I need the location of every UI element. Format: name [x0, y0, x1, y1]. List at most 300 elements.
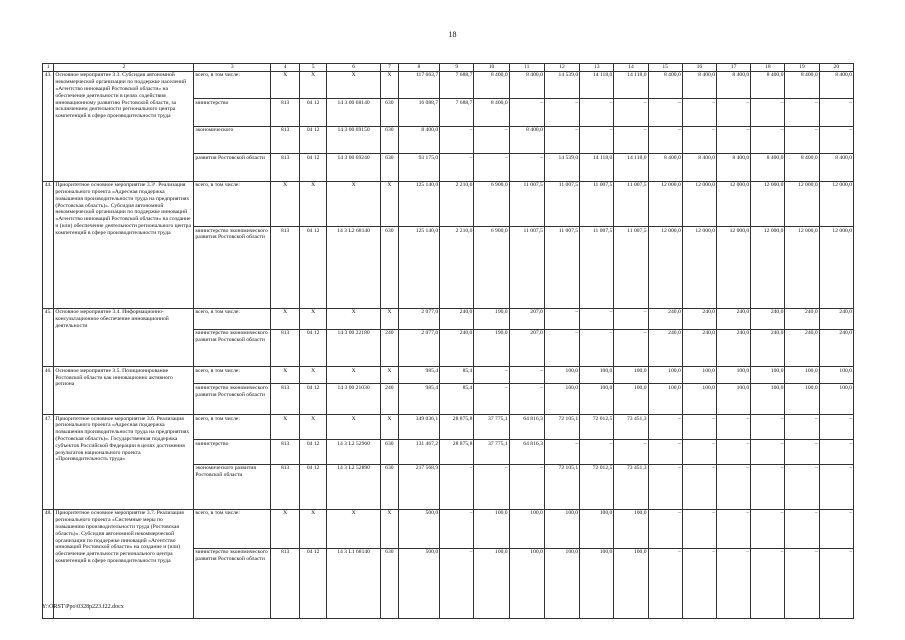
amount-cell: –	[440, 509, 474, 548]
amount-cell: –	[785, 415, 819, 440]
amount-cell: 12 000,0	[751, 227, 785, 308]
amount-cell: –	[440, 548, 474, 618]
amount-cell: 11 007,5	[580, 181, 614, 226]
budget-code-cell: 813	[271, 99, 300, 126]
amount-cell: –	[580, 99, 614, 126]
amount-cell: –	[819, 465, 853, 510]
column-header: 15	[648, 64, 682, 72]
amount-cell: 28 875,8	[440, 440, 474, 465]
amount-cell: –	[544, 329, 579, 367]
column-header: 20	[819, 64, 853, 72]
amount-cell: 240,0	[751, 329, 785, 367]
measure-number: 45.	[43, 308, 54, 367]
amount-cell: 2 210,0	[440, 181, 474, 226]
budget-code-cell: 813	[271, 227, 300, 308]
budget-code-cell: Х	[271, 509, 300, 548]
amount-cell: –	[682, 548, 716, 618]
amount-cell: 131 467,2	[398, 440, 439, 465]
amount-cell: 11 007,5	[614, 227, 648, 308]
amount-cell: 2 210,0	[440, 227, 474, 308]
amount-cell: 11 007,5	[544, 181, 579, 226]
amount-cell: 100,0	[751, 384, 785, 415]
measure-number: 48.	[43, 509, 54, 618]
amount-cell: –	[785, 465, 819, 510]
amount-cell: –	[509, 367, 544, 384]
amount-cell: –	[785, 99, 819, 126]
amount-cell: –	[785, 440, 819, 465]
column-header: 11	[509, 64, 544, 72]
budget-code-cell: 813	[271, 384, 300, 415]
amount-cell: –	[819, 509, 853, 548]
budget-code-cell: 14 3 00 69240	[327, 154, 381, 181]
amount-cell: –	[751, 465, 785, 510]
amount-cell: –	[544, 126, 579, 153]
responsible-executor: министерство	[194, 440, 271, 465]
amount-cell: –	[716, 440, 750, 465]
amount-cell: –	[819, 126, 853, 153]
amount-cell: –	[819, 99, 853, 126]
budget-code-cell: Х	[381, 367, 399, 384]
column-header: 18	[751, 64, 785, 72]
amount-cell: –	[716, 126, 750, 153]
amount-cell: 8 400,0	[648, 72, 682, 99]
amount-cell: –	[614, 440, 648, 465]
responsible-executor: всего, в том числе:	[194, 181, 271, 226]
budget-code-cell: 813	[271, 440, 300, 465]
amount-cell: –	[648, 509, 682, 548]
budget-code-cell: 630	[381, 154, 399, 181]
amount-cell: 100,0	[614, 509, 648, 548]
budget-code-cell: 813	[271, 154, 300, 181]
column-header: 5	[300, 64, 327, 72]
amount-cell: –	[440, 154, 474, 181]
measure-description: Основное мероприятие 3.5. Позиционирование Ростовской области как инновационно активного региона	[54, 367, 194, 415]
budget-code-cell: Х	[300, 367, 327, 384]
amount-cell: 100,0	[819, 384, 853, 415]
amount-cell: –	[614, 308, 648, 329]
measure-number: 46.	[43, 367, 54, 415]
column-header: 2	[54, 64, 194, 72]
table-row	[43, 367, 854, 384]
budget-code-cell: 14 3 L2 52960	[327, 440, 381, 465]
amount-cell: –	[751, 99, 785, 126]
amount-cell: 217 568,9	[398, 465, 439, 510]
amount-cell: 100,0	[648, 384, 682, 415]
amount-cell: 16 088,7	[398, 99, 439, 126]
amount-cell: –	[751, 509, 785, 548]
column-header: 16	[682, 64, 716, 72]
amount-cell: 100,0	[751, 367, 785, 384]
amount-cell: 8 400,0	[474, 99, 509, 126]
amount-cell: –	[474, 367, 509, 384]
responsible-executor: экономического	[194, 126, 271, 153]
amount-cell: 14 118,0	[614, 154, 648, 181]
column-header: 8	[398, 64, 439, 72]
column-header: 12	[544, 64, 579, 72]
amount-cell: –	[614, 126, 648, 153]
amount-cell: –	[785, 509, 819, 548]
amount-cell: 14 539,0	[544, 72, 579, 99]
measure-description: Приоритетное основное мероприятие 3.7. Реализация регионального проекта «Системные меры по повышению производительности труда (Ростовская область)». Субсидия автономной некоммерческой организации по поддержке инноваций «Агентство инноваций Ростовской области» на создание и (или) обеспечение деятельности регионального центра компетенций в сфере производительности труда	[54, 509, 194, 618]
amount-cell: 8 400,0	[509, 126, 544, 153]
amount-cell: –	[751, 548, 785, 618]
amount-cell: 240,0	[648, 308, 682, 329]
measure-description: Приоритетное основное мероприятие 3.3¹. Реализация регионального проекта «Адресная поддержка повышения производительности труда на предприятиях (Ростовская область)». Субсидия автономной некоммерческой организации по поддержке инноваций «Агентство инноваций Ростовской области» на создание и (или) обеспечение деятельности регионального центра компетенций в сфере производительности труда	[54, 181, 194, 308]
amount-cell: 14 118,0	[614, 72, 648, 99]
budget-code-cell: Х	[271, 72, 300, 99]
amount-cell: 100,0	[614, 367, 648, 384]
amount-cell: 100,0	[682, 367, 716, 384]
budget-code-cell: Х	[300, 308, 327, 329]
amount-cell: 100,0	[785, 367, 819, 384]
amount-cell: 64 816,3	[509, 415, 544, 440]
amount-cell: –	[751, 415, 785, 440]
table-row	[43, 509, 854, 548]
amount-cell: –	[648, 440, 682, 465]
amount-cell: 28 875,8	[440, 415, 474, 440]
amount-cell: –	[648, 99, 682, 126]
amount-cell: 240,0	[785, 308, 819, 329]
amount-cell: 11 007,5	[580, 227, 614, 308]
amount-cell: 8 400,0	[682, 72, 716, 99]
responsible-executor: министерство экономического развития Ростовской области	[194, 227, 271, 308]
column-header: 19	[785, 64, 819, 72]
budget-code-cell: Х	[271, 308, 300, 329]
amount-cell: 117 663,7	[398, 72, 439, 99]
responsible-executor: министерство	[194, 99, 271, 126]
amount-cell: 85,4	[440, 384, 474, 415]
amount-cell: 8 400,0	[819, 154, 853, 181]
budget-code-cell: 14 3 00 68140	[327, 99, 381, 126]
amount-cell: –	[682, 99, 716, 126]
amount-cell: 8 400,0	[648, 154, 682, 181]
amount-cell: –	[474, 465, 509, 510]
amount-cell: –	[614, 99, 648, 126]
budget-code-cell: 14 3 00 69150	[327, 126, 381, 153]
amount-cell: 190,0	[474, 329, 509, 367]
amount-cell: –	[682, 126, 716, 153]
amount-cell: –	[509, 154, 544, 181]
budget-code-cell: 04 12	[300, 548, 327, 618]
budget-code-cell: Х	[327, 72, 381, 99]
amount-cell: 240,0	[716, 308, 750, 329]
amount-cell: 8 400,0	[716, 72, 750, 99]
amount-cell: 12 000,0	[785, 181, 819, 226]
amount-cell: 100,0	[544, 384, 579, 415]
budget-code-cell: Х	[271, 181, 300, 226]
table-row	[43, 72, 854, 99]
column-header: 10	[474, 64, 509, 72]
measure-description: Приоритетное основное мероприятие 3.6. Реализация регионального проекта «Адресная поддержка повышения производительности труда на предприятиях (Ростовская область)». Государственная поддержка субъектов Российской Федерации в целях достижения результатов национального проекта «Производительность труда»	[54, 415, 194, 510]
amount-cell: –	[509, 384, 544, 415]
amount-cell: 11 007,5	[509, 227, 544, 308]
amount-cell: –	[682, 465, 716, 510]
amount-cell: 72 012,5	[580, 465, 614, 510]
amount-cell: 37 775,1	[474, 415, 509, 440]
amount-cell: 12 000,0	[819, 227, 853, 308]
header-row	[43, 64, 854, 72]
amount-cell: 6 900,0	[474, 181, 509, 226]
amount-cell: 100,0	[474, 509, 509, 548]
budget-code-cell: 14 3 L1 68140	[327, 548, 381, 618]
amount-cell: –	[716, 548, 750, 618]
budget-code-cell: 04 12	[300, 384, 327, 415]
amount-cell: 11 007,5	[509, 181, 544, 226]
budget-code-cell: 630	[381, 227, 399, 308]
column-header: 6	[327, 64, 381, 72]
budget-code-cell: Х	[300, 415, 327, 440]
budget-code-cell: 240	[381, 329, 399, 367]
amount-cell: 8 400,0	[785, 72, 819, 99]
amount-cell: 100,0	[614, 548, 648, 618]
budget-code-cell: 813	[271, 548, 300, 618]
budget-code-cell: Х	[327, 509, 381, 548]
budget-code-cell: Х	[381, 509, 399, 548]
budget-code-cell: 04 12	[300, 227, 327, 308]
amount-cell: 985,4	[398, 367, 439, 384]
budget-code-cell: 630	[381, 126, 399, 153]
budget-code-cell: 813	[271, 126, 300, 153]
table-row	[43, 415, 854, 440]
table-row	[43, 181, 854, 226]
responsible-executor: всего, в том числе:	[194, 72, 271, 99]
amount-cell: 100,0	[682, 384, 716, 415]
amount-cell: 14 118,0	[580, 72, 614, 99]
amount-cell: 11 007,5	[544, 227, 579, 308]
budget-code-cell: 04 12	[300, 99, 327, 126]
amount-cell: 240,0	[819, 329, 853, 367]
column-header: 4	[271, 64, 300, 72]
amount-cell: 240,0	[440, 308, 474, 329]
amount-cell: 8 400,0	[474, 72, 509, 99]
amount-cell: –	[580, 440, 614, 465]
amount-cell: –	[716, 415, 750, 440]
amount-cell: –	[544, 308, 579, 329]
amount-cell: –	[682, 415, 716, 440]
amount-cell: 8 400,0	[398, 126, 439, 153]
amount-cell: –	[474, 384, 509, 415]
column-header: 14	[614, 64, 648, 72]
amount-cell: 240,0	[716, 329, 750, 367]
measure-description: Основное мероприятие 3.3. Субсидия автономной некоммерческой организации по поддержке населений «Агентство инноваций Ростовской области» на обеспечение деятельности в целях содействия инновационному развитию Ростовской области, за исключением деятельности регионального центра компетенций в сфере производительности труда	[54, 72, 194, 182]
amount-cell: –	[509, 465, 544, 510]
amount-cell: 37 775,1	[474, 440, 509, 465]
amount-cell: –	[716, 509, 750, 548]
responsible-executor: всего, в том числе:	[194, 367, 271, 384]
amount-cell: 72 105,1	[544, 465, 579, 510]
amount-cell: 7 688,7	[440, 99, 474, 126]
budget-code-cell: 630	[381, 99, 399, 126]
amount-cell: 93 175,0	[398, 154, 439, 181]
amount-cell: 100,0	[544, 367, 579, 384]
amount-cell: –	[648, 126, 682, 153]
amount-cell: –	[819, 415, 853, 440]
amount-cell: –	[716, 465, 750, 510]
amount-cell: –	[682, 440, 716, 465]
amount-cell: –	[580, 329, 614, 367]
amount-cell: 8 400,0	[819, 72, 853, 99]
measure-number: 44.	[43, 181, 54, 308]
column-header: 7	[381, 64, 399, 72]
amount-cell: –	[544, 99, 579, 126]
budget-code-cell: Х	[271, 415, 300, 440]
amount-cell: 207,0	[509, 308, 544, 329]
amount-cell: 349 036,1	[398, 415, 439, 440]
amount-cell: 8 400,0	[682, 154, 716, 181]
measure-number: 47.	[43, 415, 54, 510]
amount-cell: 73 451,3	[614, 465, 648, 510]
amount-cell: 500,0	[398, 548, 439, 618]
column-header: 9	[440, 64, 474, 72]
table-row	[43, 308, 854, 329]
amount-cell: 6 900,0	[474, 227, 509, 308]
amount-cell: 14 118,0	[580, 154, 614, 181]
amount-cell: 7 688,7	[440, 72, 474, 99]
amount-cell: 12 000,0	[648, 181, 682, 226]
amount-cell: 500,0	[398, 509, 439, 548]
amount-cell: 12 000,0	[819, 181, 853, 226]
responsible-executor: министерство экономического развития Ростовской области	[194, 548, 271, 618]
amount-cell: –	[440, 465, 474, 510]
amount-cell: 8 400,0	[785, 154, 819, 181]
responsible-executor: всего, в том числе:	[194, 415, 271, 440]
amount-cell: 100,0	[716, 367, 750, 384]
amount-cell: –	[580, 308, 614, 329]
amount-cell: 8 400,0	[716, 154, 750, 181]
amount-cell: –	[682, 509, 716, 548]
amount-cell: 240,0	[819, 308, 853, 329]
amount-cell: –	[474, 154, 509, 181]
amount-cell: –	[614, 329, 648, 367]
amount-cell: –	[785, 126, 819, 153]
amount-cell: 72 012,5	[580, 415, 614, 440]
budget-code-cell: 04 12	[300, 154, 327, 181]
amount-cell: 100,0	[716, 384, 750, 415]
amount-cell: –	[648, 465, 682, 510]
amount-cell: 100,0	[819, 367, 853, 384]
amount-cell: 240,0	[682, 329, 716, 367]
amount-cell: 8 400,0	[509, 72, 544, 99]
amount-cell: –	[580, 126, 614, 153]
amount-cell: 85,4	[440, 367, 474, 384]
budget-code-cell: 14 3 00 21030	[327, 384, 381, 415]
amount-cell: –	[751, 440, 785, 465]
amount-cell: 100,0	[509, 509, 544, 548]
responsible-executor: всего, в том числе:	[194, 509, 271, 548]
amount-cell: –	[440, 126, 474, 153]
column-header: 1	[43, 64, 54, 72]
amount-cell: 207,0	[509, 329, 544, 367]
amount-cell: 14 539,0	[544, 154, 579, 181]
budget-code-cell: 04 12	[300, 440, 327, 465]
budget-code-cell: Х	[327, 415, 381, 440]
budget-code-cell: 14 3 L2 68140	[327, 227, 381, 308]
amount-cell: –	[648, 548, 682, 618]
amount-cell: –	[751, 126, 785, 153]
amount-cell: 12 000,0	[751, 181, 785, 226]
measure-description: Основное мероприятие 3.4. Информационно-консультационное обеспечение инновационной деятельности	[54, 308, 194, 367]
budget-code-cell: 14 3 L2 52890	[327, 465, 381, 510]
amount-cell: 100,0	[580, 367, 614, 384]
budget-code-cell: Х	[327, 308, 381, 329]
amount-cell: –	[785, 548, 819, 618]
amount-cell: 240,0	[682, 308, 716, 329]
budget-code-cell: 04 12	[300, 329, 327, 367]
budget-table	[42, 63, 854, 619]
budget-code-cell: 04 12	[300, 465, 327, 510]
amount-cell: 190,0	[474, 308, 509, 329]
responsible-executor: министерство экономического развития Ростовской области	[194, 329, 271, 367]
budget-code-cell: Х	[381, 415, 399, 440]
amount-cell: –	[509, 99, 544, 126]
amount-cell: 240,0	[648, 329, 682, 367]
column-header: 3	[194, 64, 271, 72]
amount-cell: –	[716, 99, 750, 126]
budget-code-cell: Х	[300, 72, 327, 99]
amount-cell: 100,0	[580, 509, 614, 548]
amount-cell: –	[819, 440, 853, 465]
amount-cell: 12 000,0	[682, 227, 716, 308]
amount-cell: 2 077,0	[398, 308, 439, 329]
budget-code-cell: Х	[327, 181, 381, 226]
budget-code-cell: 630	[381, 548, 399, 618]
amount-cell: 72 105,1	[544, 415, 579, 440]
budget-code-cell: Х	[327, 367, 381, 384]
amount-cell: 240,0	[751, 308, 785, 329]
budget-code-cell: Х	[300, 509, 327, 548]
amount-cell: –	[544, 440, 579, 465]
amount-cell: –	[474, 126, 509, 153]
amount-cell: 100,0	[544, 509, 579, 548]
budget-code-cell: 630	[381, 465, 399, 510]
budget-code-cell: 240	[381, 384, 399, 415]
amount-cell: 12 000,0	[785, 227, 819, 308]
amount-cell: 64 816,3	[509, 440, 544, 465]
amount-cell: 2 077,0	[398, 329, 439, 367]
budget-code-cell: 813	[271, 329, 300, 367]
budget-code-cell: Х	[381, 181, 399, 226]
amount-cell: –	[648, 415, 682, 440]
amount-cell: 125 140,0	[398, 181, 439, 226]
budget-code-cell: 04 12	[300, 126, 327, 153]
amount-cell: 100,0	[509, 548, 544, 618]
amount-cell: 12 000,0	[682, 181, 716, 226]
amount-cell: 8 400,0	[751, 154, 785, 181]
responsible-executor: всего, в том числе:	[194, 308, 271, 329]
amount-cell: –	[819, 548, 853, 618]
budget-code-cell: 630	[381, 440, 399, 465]
budget-code-cell: Х	[381, 308, 399, 329]
responsible-executor: экономического развития Ростовской области	[194, 465, 271, 510]
amount-cell: 100,0	[580, 548, 614, 618]
amount-cell: 8 400,0	[751, 72, 785, 99]
amount-cell: 100,0	[544, 548, 579, 618]
amount-cell: 12 000,0	[716, 181, 750, 226]
budget-code-cell: 813	[271, 465, 300, 510]
amount-cell: 73 451,3	[614, 415, 648, 440]
amount-cell: 100,0	[580, 384, 614, 415]
amount-cell: 100,0	[474, 548, 509, 618]
amount-cell: 100,0	[785, 384, 819, 415]
amount-cell: 12 000,0	[648, 227, 682, 308]
page-number: 18	[448, 30, 457, 39]
budget-code-cell: Х	[381, 72, 399, 99]
amount-cell: 240,0	[440, 329, 474, 367]
amount-cell: 12 000,0	[716, 227, 750, 308]
responsible-executor: министерство экономического развития Ростовской области	[194, 384, 271, 415]
budget-code-cell: 14 3 00 22180	[327, 329, 381, 367]
amount-cell: 985,4	[398, 384, 439, 415]
